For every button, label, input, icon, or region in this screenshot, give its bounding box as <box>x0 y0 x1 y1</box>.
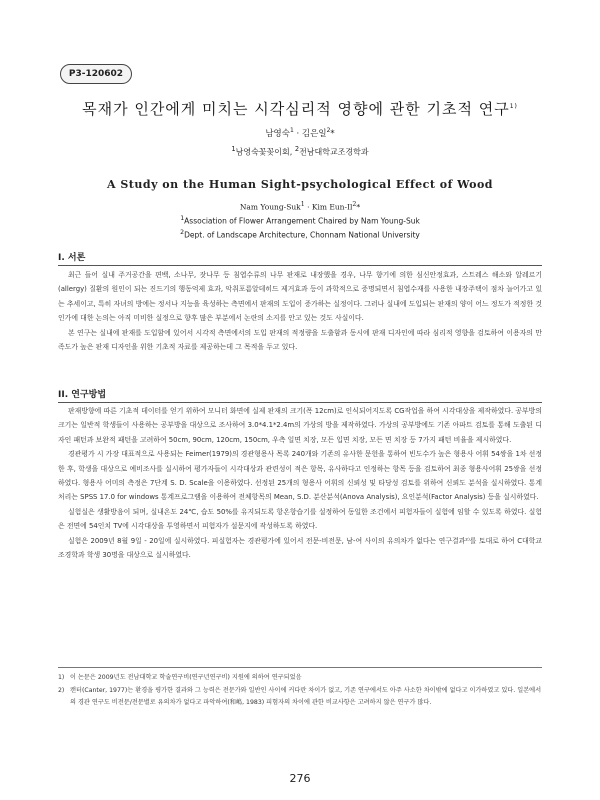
author-1-ko: 남영숙 <box>265 129 290 139</box>
page-number: 276 <box>289 772 311 785</box>
introduction-body <box>58 268 542 354</box>
author-2-en-sup: 2 <box>352 201 357 208</box>
author-1-en: Nam Young-Suk <box>239 202 301 212</box>
author-1-en-sup: 1 <box>300 201 305 208</box>
affil-1-en-line <box>40 213 560 227</box>
corresponding-mark-en: * <box>356 202 361 212</box>
english-affiliations <box>40 213 560 240</box>
paragraph: 실험은 2009년 8월 9일 - 20일에 실시하였다. 피실험자는 경관평가에 있어서 전문-비전문, 남-여 사이의 유의차가 없다는 연구결과²⁾를 토대로 하여 C대학교 조경학과 학생 30명을 대상으로 실시하였다. <box>58 536 542 560</box>
author-2-en: Kim Eun-Il <box>311 202 353 212</box>
footnote <box>58 685 542 710</box>
methods-body <box>58 404 542 562</box>
affil-2-ko: 전남대학교조경학과 <box>299 147 369 157</box>
author-1-ko-sup: 1 <box>289 127 294 135</box>
affil-2-en-line <box>40 227 560 241</box>
section-heading-introduction: I. 서론 <box>58 250 542 266</box>
footnote <box>58 672 542 685</box>
korean-authors <box>40 127 560 139</box>
footnote-text: 이 논문은 2009년도 전남대학교 학술연구비(연구년연구비) 지원에 의하여 연구되었음 <box>70 674 302 681</box>
korean-title-text: 목재가 인간에게 미치는 시각심리적 영향에 관한 기초적 연구 <box>82 100 510 118</box>
paragraph: 판재방향에 따른 기초적 데이터를 얻기 위하여 모니터 화면에 실제 판재의 크기(폭 12cm)로 인식되어지도록 CG작업을 하여 시각대상을 제작하였다. 공부방의 크기는 일반적 학생들이 사용하는 공부방을 대상으로 조사하여 3.0*4.1*2.4m의 가상의 방을 제작하였다. 가상의 공부방에도 기존 아파트 검토를 통해 도출된 디자인 패턴과 보완적 패턴을 고려하여 50cm, 90cm, 120cm, 150cm, 우측 일면 치장, 모든 입면 치장, 모든 면 치장 등 7가지 패턴 비율을 제시하였다. <box>58 407 542 444</box>
footnote-text: 캔터(Canter, 1977)는 환경을 평가한 결과와 그 능력은 전문가와 일반인 사이에 커다란 차이가 없고, 기존 연구에서도 아주 사소한 차이밖에 없다고 이가하였고 있다. 일본에서의 경관 연구도 비전문/전문별로 유의차가 없다고 파악하여(和嶋, 1983) 피험자의 차이에 관한 비교사항은 고려하지 않은 연구가 많다. <box>70 686 542 706</box>
paragraph: 본 연구는 실내에 판재를 도입함에 있어서 시각적 측면에서의 도입 판재의 적정량을 도출함과 동시에 판재 디자인에 따라 심리적 영향을 검토하여 이용자의 만족도가 높은 판재 디자인을 위한 기초적 자료를 제공하는데 그 목적을 두고 있다. <box>58 328 542 352</box>
corresponding-mark: * <box>330 129 335 139</box>
paragraph: 경관평가 시 가장 대표적으로 사용되는 Feimer(1979)의 경관형용사 목록 240개와 기존의 유사한 문헌을 통하여 빈도수가 높은 형용사 어휘 54쌍을 1차 선정한 후, 학생을 대상으로 예비조사를 실시하여 평가자들이 시각대상과 관련성이 적은 항목, 유사하다고 인정하는 항목 등을 검토하여 최종 형용사어휘 25쌍을 선정하였다. 형용사 어미의 측정은 7단계 S. D. Scale을 이용하였다. 선정된 25개의 형용사 어휘의 신뢰성 및 타당성 검토를 위하여 신뢰도 분석을 실시하였다. 통계처리는 SPSS 17.0 for windows 통계프로그램을 이용하여 전체항목의 Mean, S.D. 분산분석(Anova Analysis), 요인분석(Factor Analysis) 등을 실시하였다. <box>58 450 542 502</box>
korean-title <box>40 98 560 119</box>
author-separator: · <box>293 129 302 139</box>
english-title: A Study on the Human Sight-psychological Effect of Wood <box>106 178 493 191</box>
footnotes <box>58 672 542 710</box>
paragraph: 실험실은 생활방음이 되며, 실내온도 24℃, 습도 50%를 유지되도록 항온항습기를 설정하여 동일한 조건에서 피험자들이 실험에 임할 수 있도록 하였다. 실험은 전면에 54인치 TV에 시각대상을 투영하면서 피험자가 설문지에 작성하도록 하였다. <box>58 507 542 531</box>
english-authors <box>40 201 560 212</box>
title-footnote-mark: 1) <box>509 103 518 110</box>
affil-1-en: Association of Flower Arrangement Chaired by Nam Young-Suk <box>184 216 420 226</box>
paragraph: 최근 들어 실내 주거공간을 편백, 소나무, 잣나무 등 침엽수류의 나무 판재로 내장했을 경우, 나무 향기에 의한 심신안정효과, 스트레스 해소와 알레르기(allergy) 질환의 원인이 되는 진드기의 행동억제 효과, 악취포름알데히드 제거효과 등이 과학적으로 증명되면서 침엽수재를 사용한 내장주택이 점차 늘어가고 있는 추세이고, 특히 자녀의 방에는 정서나 지능을 육성하는 측면에서 판재의 도입이 증가하는 실정이다. 그러나 실내에 도입되는 판재의 양이 어느 정도가 적정한 것인가에 대한 논의는 아직 미비한 실정으로 향후 많은 부분에서 논란의 소지를 안고 있는 것도 사실이다. <box>58 271 542 323</box>
affil-2-ko-sup: 2 <box>294 145 300 153</box>
paper-id-badge: P3-120602 <box>60 64 132 84</box>
affil-1-ko: 남영숙꽃꽂이회, <box>235 147 295 157</box>
author-2-ko: 김은일 <box>301 129 327 139</box>
author-separator-en: · <box>304 202 312 212</box>
author-2-ko-sup: 2 <box>326 127 331 135</box>
affil-1-ko-sup: 1 <box>231 145 236 153</box>
korean-affiliations <box>40 145 560 158</box>
affil-1-en-sup: 1 <box>180 215 185 222</box>
footnote-divider <box>58 667 542 668</box>
footnote-number: 2) <box>58 686 65 694</box>
affil-2-en: Dept. of Landscape Architecture, Chonnam National University <box>184 230 420 239</box>
footnote-number: 1) <box>58 674 65 681</box>
section-heading-methods: II. 연구방법 <box>58 387 542 403</box>
affil-2-en-sup: 2 <box>180 228 185 236</box>
